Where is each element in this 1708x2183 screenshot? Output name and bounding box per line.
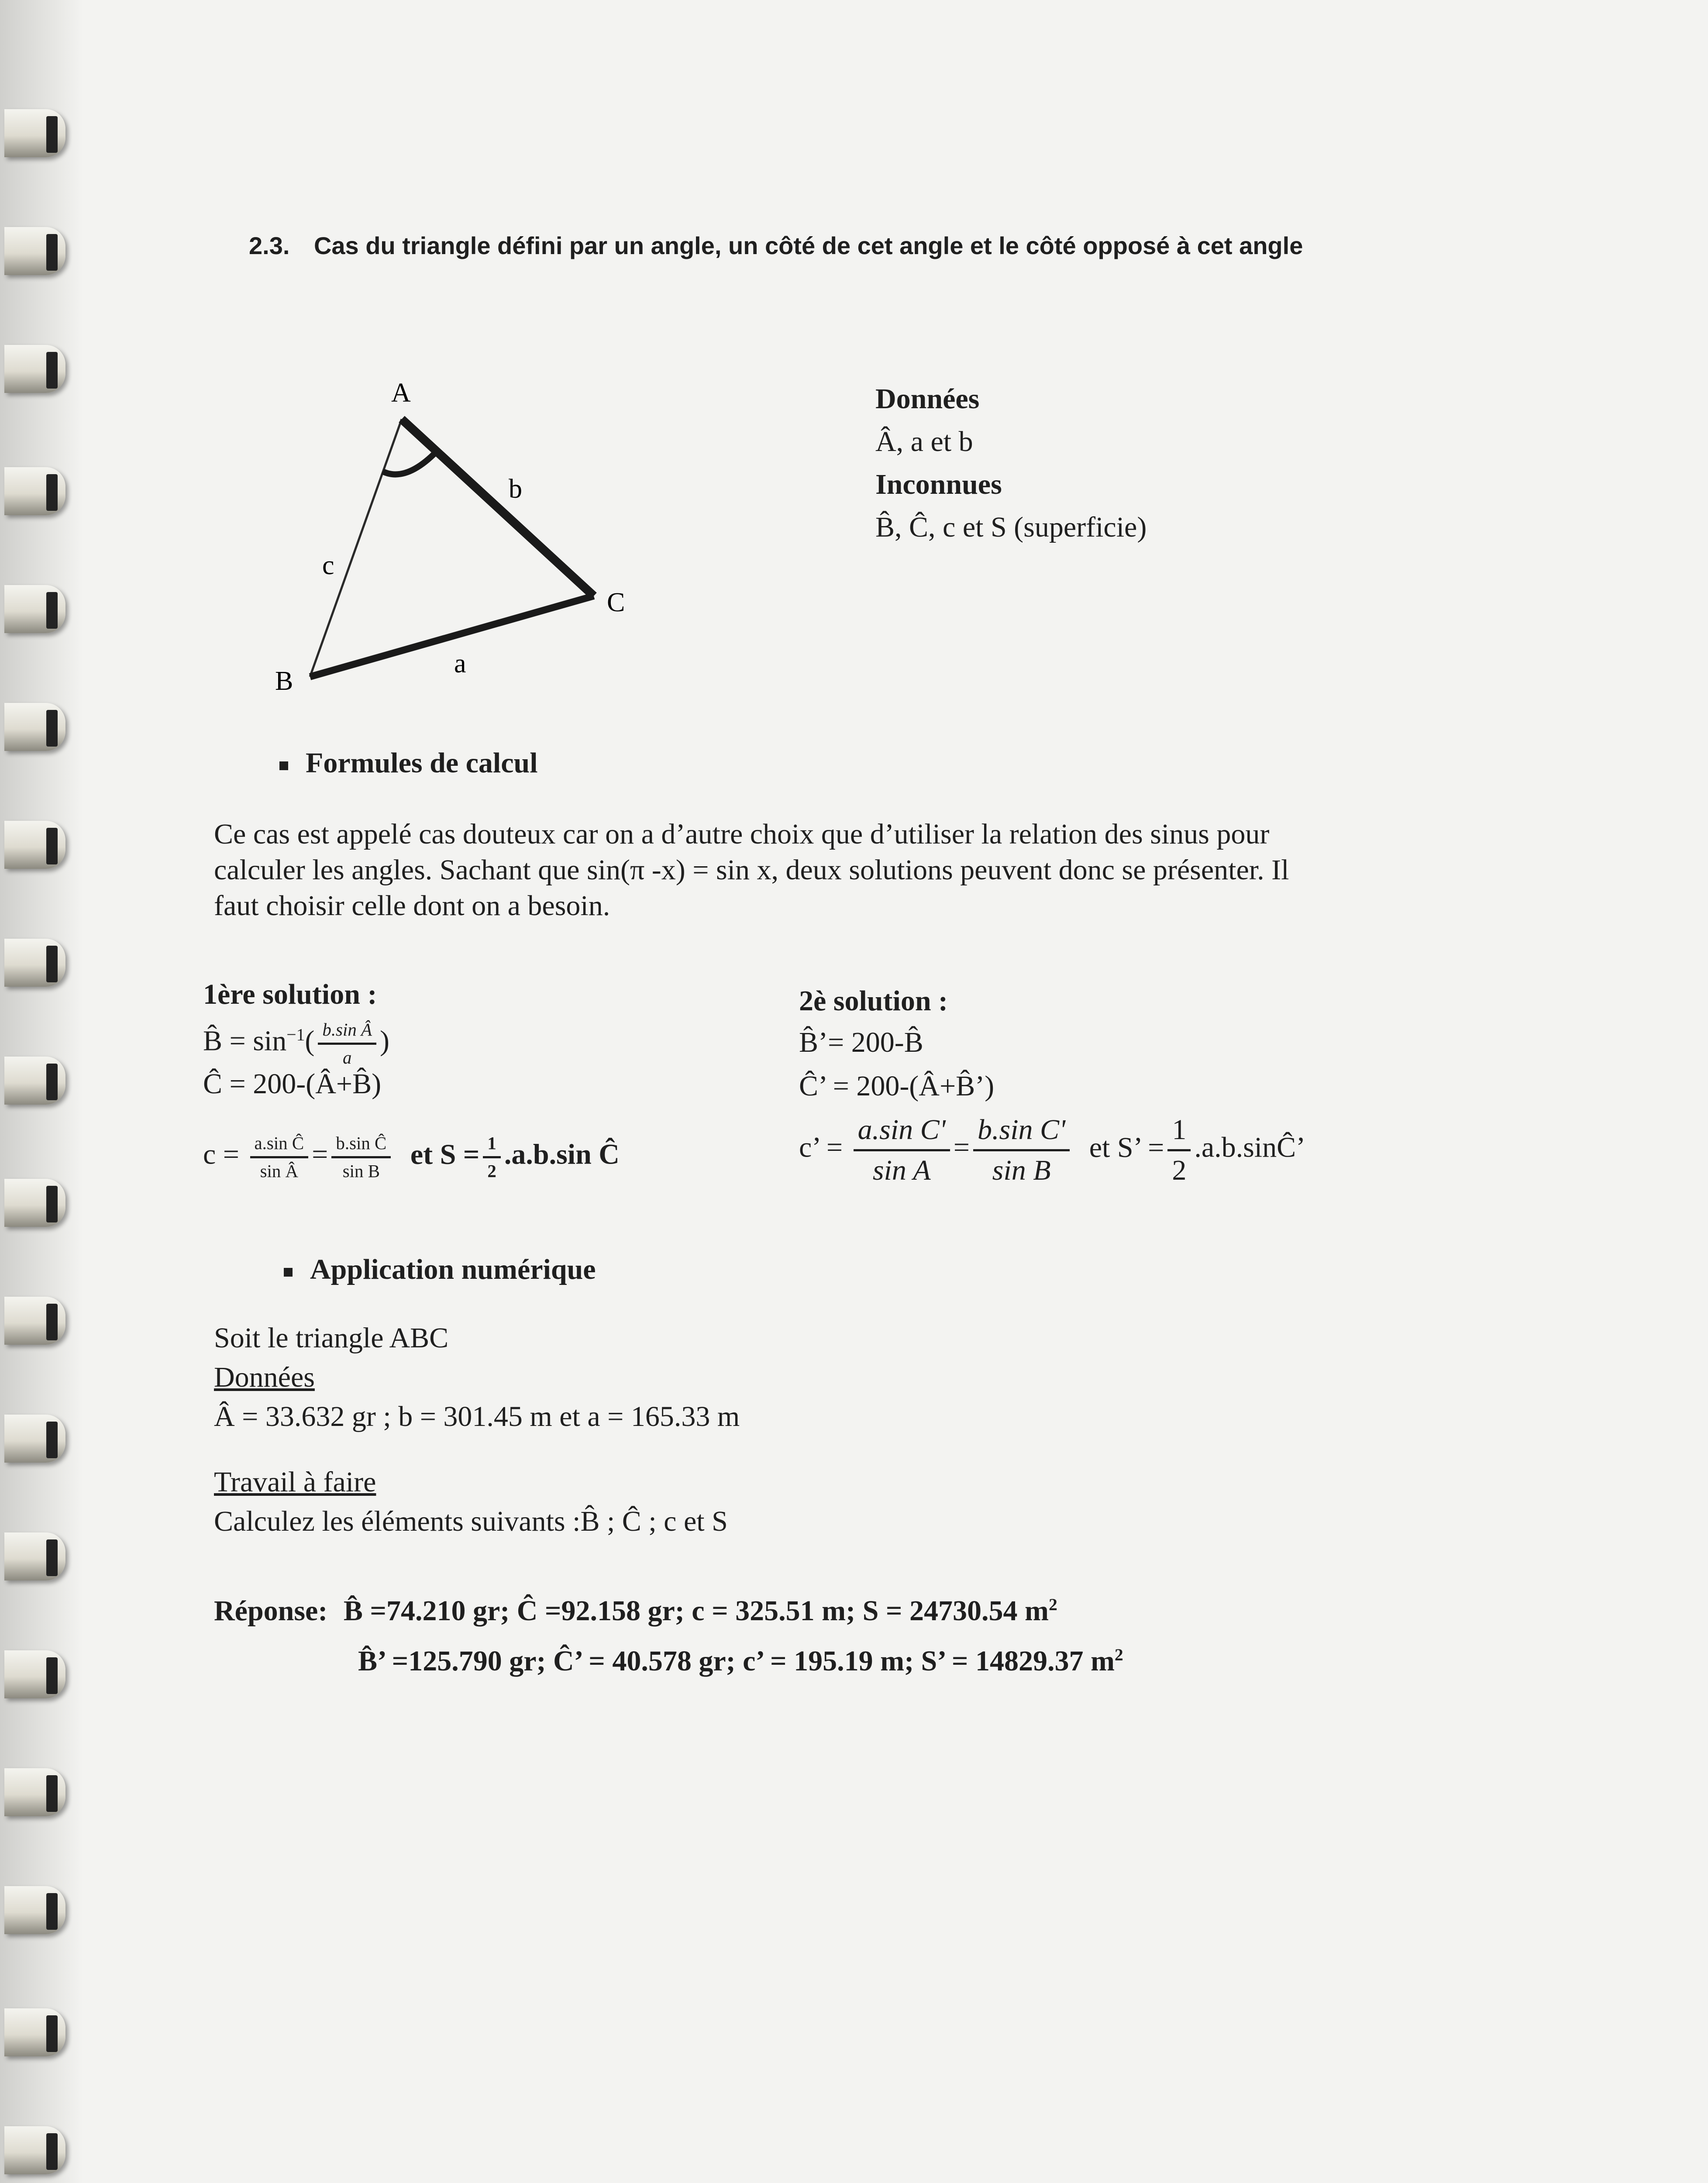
application-content	[214, 1319, 740, 1541]
unit-exponent: 2	[1114, 1645, 1123, 1664]
bullet-icon	[284, 1268, 293, 1277]
reponse-label: Réponse:	[214, 1595, 328, 1627]
vertex-B-label: B	[275, 666, 293, 696]
binding-ring	[4, 109, 65, 157]
side-b-line	[402, 419, 594, 596]
side-b-label: b	[509, 474, 522, 504]
formules-heading	[279, 747, 538, 780]
solution-1-heading: 1ère solution :	[203, 978, 377, 1010]
paragraph-line: calculer les angles. Sachant que sin(π -x) = sin x, deux solutions peuvent donc se présenter. Il	[214, 854, 1289, 886]
application-heading-text: Application numérique	[310, 1253, 596, 1285]
section-title: Cas du triangle défini par un angle, un côté de cet angle et le côté opposé à cet angle	[313, 232, 1303, 259]
application-intro: Soit le triangle ABC	[214, 1322, 449, 1354]
binding-ring	[4, 2126, 65, 2174]
section-number: 2.3.	[249, 232, 290, 259]
bullet-icon	[279, 761, 288, 770]
binding-ring	[4, 1650, 65, 1698]
binding-ring	[4, 227, 65, 275]
c-fraction-2: $\frac{\text{b.sin Ĉ}}{\text{sin B}}$	[331, 1133, 391, 1181]
angle-A-arc	[383, 451, 437, 475]
S-prime-prefix: et S’ =	[1089, 1131, 1164, 1164]
donnees-label: Données	[875, 383, 980, 415]
S-prefix: et S =	[410, 1138, 480, 1171]
binding-ring	[4, 939, 65, 987]
binding-ring	[4, 821, 65, 869]
binding-spine	[0, 0, 83, 2183]
binding-ring	[4, 345, 65, 393]
application-donnees-label: Données	[214, 1361, 315, 1393]
formules-paragraph	[214, 816, 1289, 924]
solution-2-C-formula: Ĉ’ = 200-(Â+B̂’)	[799, 1070, 995, 1102]
formules-heading-text: Formules de calcul	[306, 747, 538, 779]
reponse-line-2	[214, 1633, 1123, 1683]
S-suffix: .a.b.sin Ĉ	[504, 1138, 620, 1171]
section-heading	[249, 231, 1303, 260]
binding-ring	[4, 585, 65, 633]
paragraph-line: faut choisir celle dont on a besoin.	[214, 890, 610, 922]
inconnues-value: B̂, Ĉ, c et S (superficie)	[875, 511, 1147, 543]
unit-exponent: 2	[1048, 1595, 1057, 1614]
binding-ring	[4, 1297, 65, 1345]
solution-1	[203, 978, 620, 1181]
reponse-line-1-text: B̂ =74.210 gr; Ĉ =92.158 gr; c = 325.51 m; S = 24730.54 m	[343, 1595, 1049, 1627]
reponse-line-2-text: B̂’ =125.790 gr; Ĉ’ = 40.578 gr; c’ = 195.19 m; S’ = 14829.37 m	[358, 1645, 1115, 1677]
c-prefix: c =	[203, 1138, 240, 1171]
solution-2-heading: 2è solution :	[799, 985, 948, 1017]
binding-ring	[4, 1415, 65, 1463]
travail-line: Calculez les éléments suivants :B̂ ; Ĉ ; c et S	[214, 1505, 728, 1537]
binding-ring	[4, 2008, 65, 2056]
binding-ring	[4, 1768, 65, 1816]
binding-ring	[4, 1886, 65, 1934]
c-prime-fraction-1: $\frac{\text{a.sin C'}}{\text{sin A}}$	[854, 1113, 950, 1187]
S-fraction: $\frac{1}{2}$	[483, 1133, 500, 1181]
vertex-C-label: C	[607, 588, 625, 617]
solution-2	[799, 985, 1305, 1187]
binding-ring	[4, 1179, 65, 1227]
reponse-block	[214, 1583, 1123, 1683]
binding-ring	[4, 467, 65, 515]
c-prime-fraction-2: $\frac{\text{b.sin C'}}{\text{sin B}}$	[973, 1113, 1070, 1187]
solution-2-B-formula: B̂’= 200-B̂	[799, 1026, 923, 1058]
paragraph-line: Ce cas est appelé cas douteux car on a d’autre choix que d’utiliser la relation des sinus pour	[214, 818, 1270, 850]
solution-1-C-formula: Ĉ = 200-(Â+B̂)	[203, 1068, 382, 1100]
solution-1-B-formula: B̂ = $\sin^{-1}$( $\frac{\text{b.sin Â}}{a}$ )	[203, 1020, 389, 1067]
solution-1-c-and-S-formula: c = $\frac{\text{a.sin Ĉ}}{\text{sin Â}}$ = $\frac{\text{b.sin Ĉ}}{\text{sin B}}$ et S = $\frac{1}{2}$ .a.b.sin Ĉ	[203, 1133, 620, 1181]
side-c-label: c	[322, 551, 334, 580]
solution-2-c-and-S-formula: c’ = $\frac{\text{a.sin C'}}{\text{sin A}}$ = $\frac{\text{b.sin C'}}{\text{sin B}}$ et S’ = $\frac{1}{2}$ .a.b.sinĈ’	[799, 1114, 1306, 1186]
B-prefix: B̂ = sin	[203, 1025, 287, 1057]
c-fraction-1: $\frac{\text{a.sin Ĉ}}{\text{sin Â}}$	[250, 1133, 309, 1181]
side-a-line	[310, 596, 594, 677]
c-prime-prefix: c’ =	[799, 1131, 843, 1164]
S-prime-fraction: $\frac{1}{2}$	[1167, 1113, 1191, 1187]
binding-ring	[4, 1532, 65, 1580]
side-c-line	[310, 419, 402, 677]
data-box	[875, 378, 1147, 549]
vertex-A-label: A	[391, 378, 411, 408]
binding-ring	[4, 1057, 65, 1105]
B-fraction: $\frac{\text{b.sin Â}}{a}$	[318, 1019, 376, 1068]
side-a-label: a	[454, 649, 466, 678]
application-donnees-line: Â = 33.632 gr ; b = 301.45 m et a = 165.33 m	[214, 1401, 740, 1432]
triangle-figure	[262, 375, 655, 707]
reponse-line-1	[214, 1583, 1123, 1633]
application-heading	[284, 1253, 596, 1286]
S-prime-suffix: .a.b.sinĈ’	[1194, 1131, 1306, 1164]
travail-label: Travail à faire	[214, 1466, 376, 1498]
B-exponent: −1	[286, 1025, 305, 1044]
inconnues-label: Inconnues	[875, 468, 1002, 500]
donnees-value: Â, a et b	[875, 426, 973, 458]
binding-ring	[4, 703, 65, 751]
